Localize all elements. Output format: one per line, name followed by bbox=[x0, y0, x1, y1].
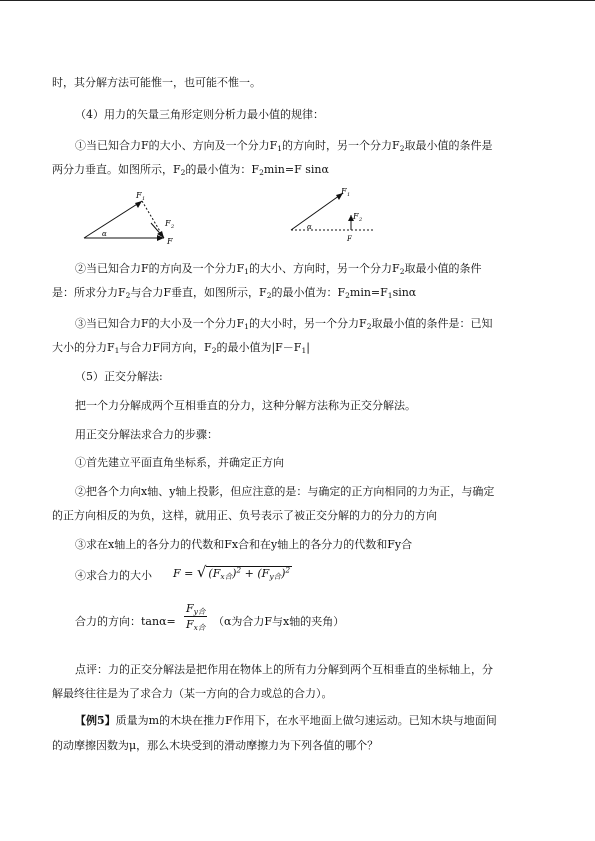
step-2-line2: 的正方向相反的为负，这样，就用正、负号表示了被正交分解的力的分力的方向 bbox=[52, 509, 437, 522]
svg-text:2: 2 bbox=[171, 224, 175, 230]
example-5-line2: 的动摩擦因数为μ，那么木块受到的滑动摩擦力为下列各值的哪个？ bbox=[52, 739, 379, 752]
header-rule bbox=[0, 0, 595, 1]
step-1: ①首先建立平面直角坐标系，并确定正方向 bbox=[75, 456, 284, 469]
rule-2-line2: 是：所求分力$F_2$与合力F垂直，如图所示，$F_2$的最小值为：$F_2\min=F_1\sin\alpha$ bbox=[52, 286, 417, 300]
section-heading-4: （4）用力的矢量三角形定则分析力最小值的规律： bbox=[75, 108, 324, 121]
direction-line: 合力的方向：tanα= bbox=[75, 615, 176, 628]
rule-3-line2: 大小的分力$F_1$与合力F同方向，$F_2$的最小值为$|F-F_1|$ bbox=[52, 341, 310, 355]
label-alpha: α bbox=[307, 223, 312, 231]
label-alpha: α bbox=[102, 230, 107, 238]
label-f: F bbox=[347, 235, 352, 243]
label-f2: F bbox=[353, 212, 359, 221]
svg-text:1: 1 bbox=[347, 192, 351, 198]
rule-1-line1: ①当已知合力F的大小、方向及一个分力$F_1$的方向时，另一个分力$F_2$取最小值的条件是 bbox=[75, 139, 493, 153]
example-5-line1: 【例5】质量为m的木块在推力F作用下，在水平地面上做匀速运动。已知木块与地面间 bbox=[75, 714, 497, 727]
comment-line1: 点评：力的正交分解法是把作用在物体上的所有力分解到两个互相垂直的坐标轴上，分 bbox=[75, 663, 493, 676]
label-f1: F bbox=[136, 191, 142, 200]
label-f: F bbox=[167, 237, 173, 246]
comment-line2: 解最终往往是为了求合力（某一方向的合力或总的合力）。 bbox=[52, 687, 333, 700]
rule-3-line1: ③当已知合力F的大小及一个分力$F_1$的大小时，另一个分力$F_2$取最小值的条件是：已知 bbox=[75, 317, 493, 331]
svg-text:2: 2 bbox=[359, 217, 363, 223]
magnitude-formula: F = √ $(F_{x合})^2 + (F_{y合})^2$ bbox=[173, 563, 291, 581]
paragraph-line: 把一个力分解成两个互相垂直的分力，这种分解方法称为正交分解法。 bbox=[75, 399, 416, 412]
force-diagram-2 bbox=[285, 185, 395, 247]
rule-2-line1: ②当已知合力F的方向及一个分力$F_1$的大小、方向时，另一个分力$F_2$取最小值的条件 bbox=[75, 262, 482, 276]
rule-1-line2: 两分力垂直。如图所示，$F_2$的最小值为：$F_2\min=F$ sinα bbox=[52, 163, 329, 177]
force-diagram-1 bbox=[80, 188, 190, 248]
paragraph-line: 用正交分解法求合力的步骤： bbox=[75, 428, 218, 441]
section-heading-5: （5）正交分解法: bbox=[75, 370, 163, 383]
step-2-line1: ②把各个力向x轴、y轴上投影，但应注意的是：与确定的正方向相同的力为正，与确定 bbox=[75, 485, 495, 498]
step-3: ③求在x轴上的各分力的代数和Fx合和在y轴上的各分力的代数和Fy合 bbox=[75, 538, 413, 551]
paragraph-line: 时，其分解方法可能惟一，也可能不惟一。 bbox=[52, 76, 261, 89]
direction-fraction: $\frac{F_{y合}}{F_{x合}}$ bbox=[186, 602, 206, 632]
label-f1: F bbox=[341, 187, 347, 196]
svg-text:1: 1 bbox=[142, 196, 146, 202]
label-f2: F bbox=[165, 219, 171, 228]
direction-note: （α为合力F与x轴的夹角） bbox=[213, 615, 345, 628]
step-4: ④求合力的大小 bbox=[75, 569, 152, 582]
